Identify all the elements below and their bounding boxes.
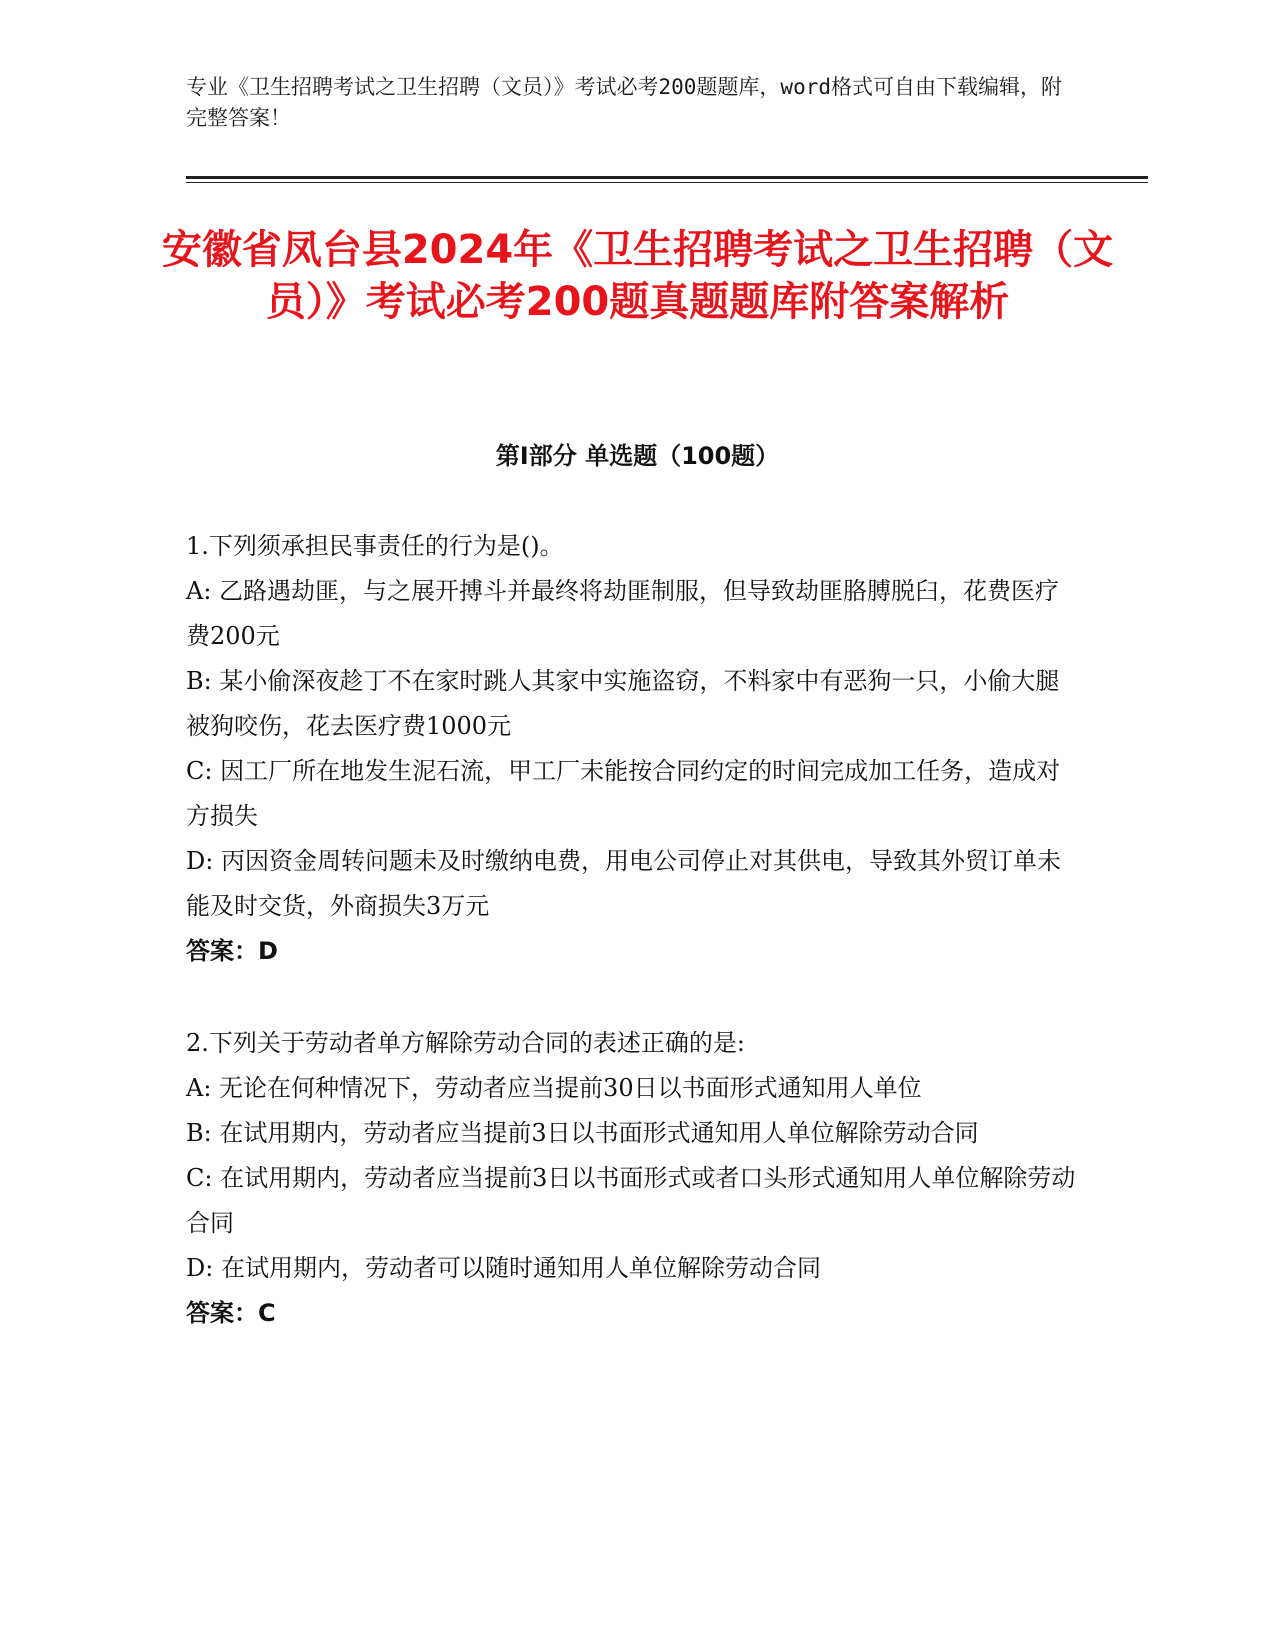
question-1 (186, 524, 1076, 974)
question-2 (186, 1021, 1076, 1336)
document-title: 安徽省凤台县2024年《卫生招聘考试之卫生招聘（文员）》考试必考200题真题题库附答案解析 (161, 227, 1114, 325)
header-rule-thick (186, 176, 1148, 179)
question-1-answer: 答案：D (186, 937, 278, 965)
section-heading: 第Ⅰ部分 单选题（100题） (495, 442, 780, 470)
question-1-option-a: A: 乙路遇劫匪，与之展开搏斗并最终将劫匪制服，但导致劫匪胳膊脱臼，花费医疗费200元 (186, 577, 1060, 650)
question-2-option-c: C: 在试用期内，劳动者应当提前3日以书面形式或者口头形式通知用人单位解除劳动合同 (186, 1164, 1076, 1237)
question-2-answer: 答案：C (186, 1299, 276, 1327)
header-rule-thin (186, 182, 1148, 183)
question-1-option-c: C: 因工厂所在地发生泥石流，甲工厂未能按合同约定的时间完成加工任务，造成对方损失 (186, 757, 1061, 830)
question-1-option-d: D: 丙因资金周转问题未及时缴纳电费，用电公司停止对其供电，导致其外贸订单未能及时交货，外商损失3万元 (186, 847, 1061, 920)
question-1-stem: 1.下列须承担民事责任的行为是()。 (186, 532, 564, 560)
question-2-stem: 2.下列关于劳动者单方解除劳动合同的表述正确的是: (186, 1029, 745, 1057)
question-2-option-a: A: 无论在何种情况下，劳动者应当提前30日以书面形式通知用人单位 (186, 1074, 922, 1102)
header-note: 专业《卫生招聘考试之卫生招聘（文员）》考试必考200题题库，word格式可自由下载编辑，附完整答案！ (186, 75, 1062, 130)
question-2-option-d: D: 在试用期内，劳动者可以随时通知用人单位解除劳动合同 (186, 1254, 821, 1282)
question-1-option-b: B: 某小偷深夜趁丁不在家时跳人其家中实施盗窃，不料家中有恶狗一只，小偷大腿被狗咬伤，花去医疗费1000元 (186, 667, 1060, 740)
question-2-option-b: B: 在试用期内，劳动者应当提前3日以书面形式通知用人单位解除劳动合同 (186, 1119, 979, 1147)
